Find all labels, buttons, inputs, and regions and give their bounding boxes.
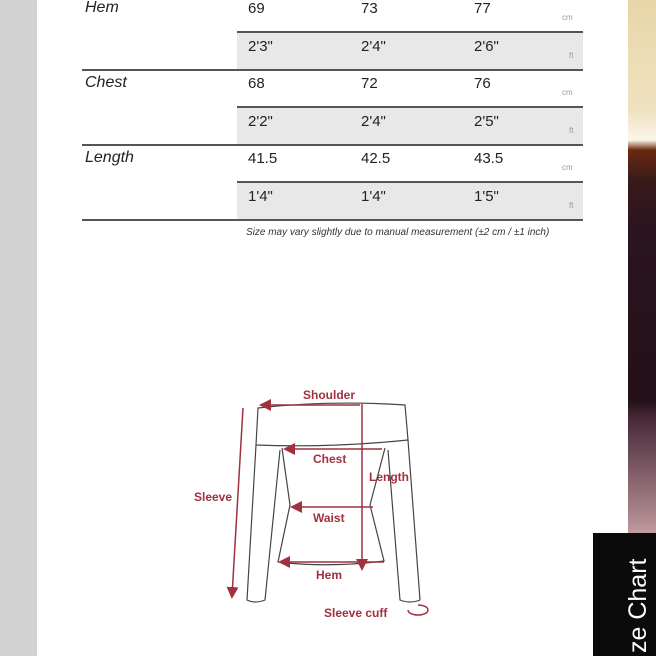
size-chart-tab-label: ze Chart [624, 558, 652, 653]
ft-value: 2'6" [474, 38, 499, 55]
cm-value: 42.5 [361, 150, 391, 167]
unit-ft: ft [569, 126, 574, 135]
cm-value: 43.5 [474, 150, 504, 167]
unit-cm: cm [562, 13, 573, 22]
ft-value: 2'5" [474, 113, 499, 130]
label-sleeve: Sleeve [194, 490, 233, 504]
ft-value: 2'4" [361, 113, 386, 130]
label-chest: Chest [313, 452, 347, 466]
cm-value: 77 [474, 0, 491, 17]
label-hem: Hem [316, 568, 343, 582]
cm-value: 68 [248, 75, 265, 92]
unit-ft: ft [569, 201, 574, 210]
cm-value: 73 [361, 0, 378, 17]
ft-value: 1'4" [361, 188, 386, 205]
label-length: Length [369, 470, 409, 484]
label-sleeve-cuff: Sleeve cuff [324, 606, 388, 620]
sleeve-cuff-arrow [408, 605, 428, 615]
row-label: Hem [85, 0, 119, 16]
ft-value: 1'5" [474, 188, 499, 205]
row-label: Chest [85, 74, 127, 91]
label-shoulder: Shoulder [303, 388, 356, 402]
cm-value: 76 [474, 75, 491, 92]
ft-value: 1'4" [248, 188, 273, 205]
unit-cm: cm [562, 88, 573, 97]
label-waist: Waist [313, 511, 345, 525]
cm-value: 69 [248, 0, 265, 17]
ft-value: 2'4" [361, 38, 386, 55]
cm-value: 72 [361, 75, 378, 92]
cm-value: 41.5 [248, 150, 278, 167]
row-label: Length [85, 149, 134, 166]
unit-ft: ft [569, 51, 574, 60]
ft-value: 2'2" [248, 113, 273, 130]
unit-cm: cm [562, 163, 573, 172]
sleeve-arrow [232, 408, 243, 596]
size-chart-tab [593, 533, 656, 656]
measurement-note: Size may vary slightly due to manual measurement (±2 cm / ±1 inch) [246, 227, 550, 238]
ft-value: 2'3" [248, 38, 273, 55]
